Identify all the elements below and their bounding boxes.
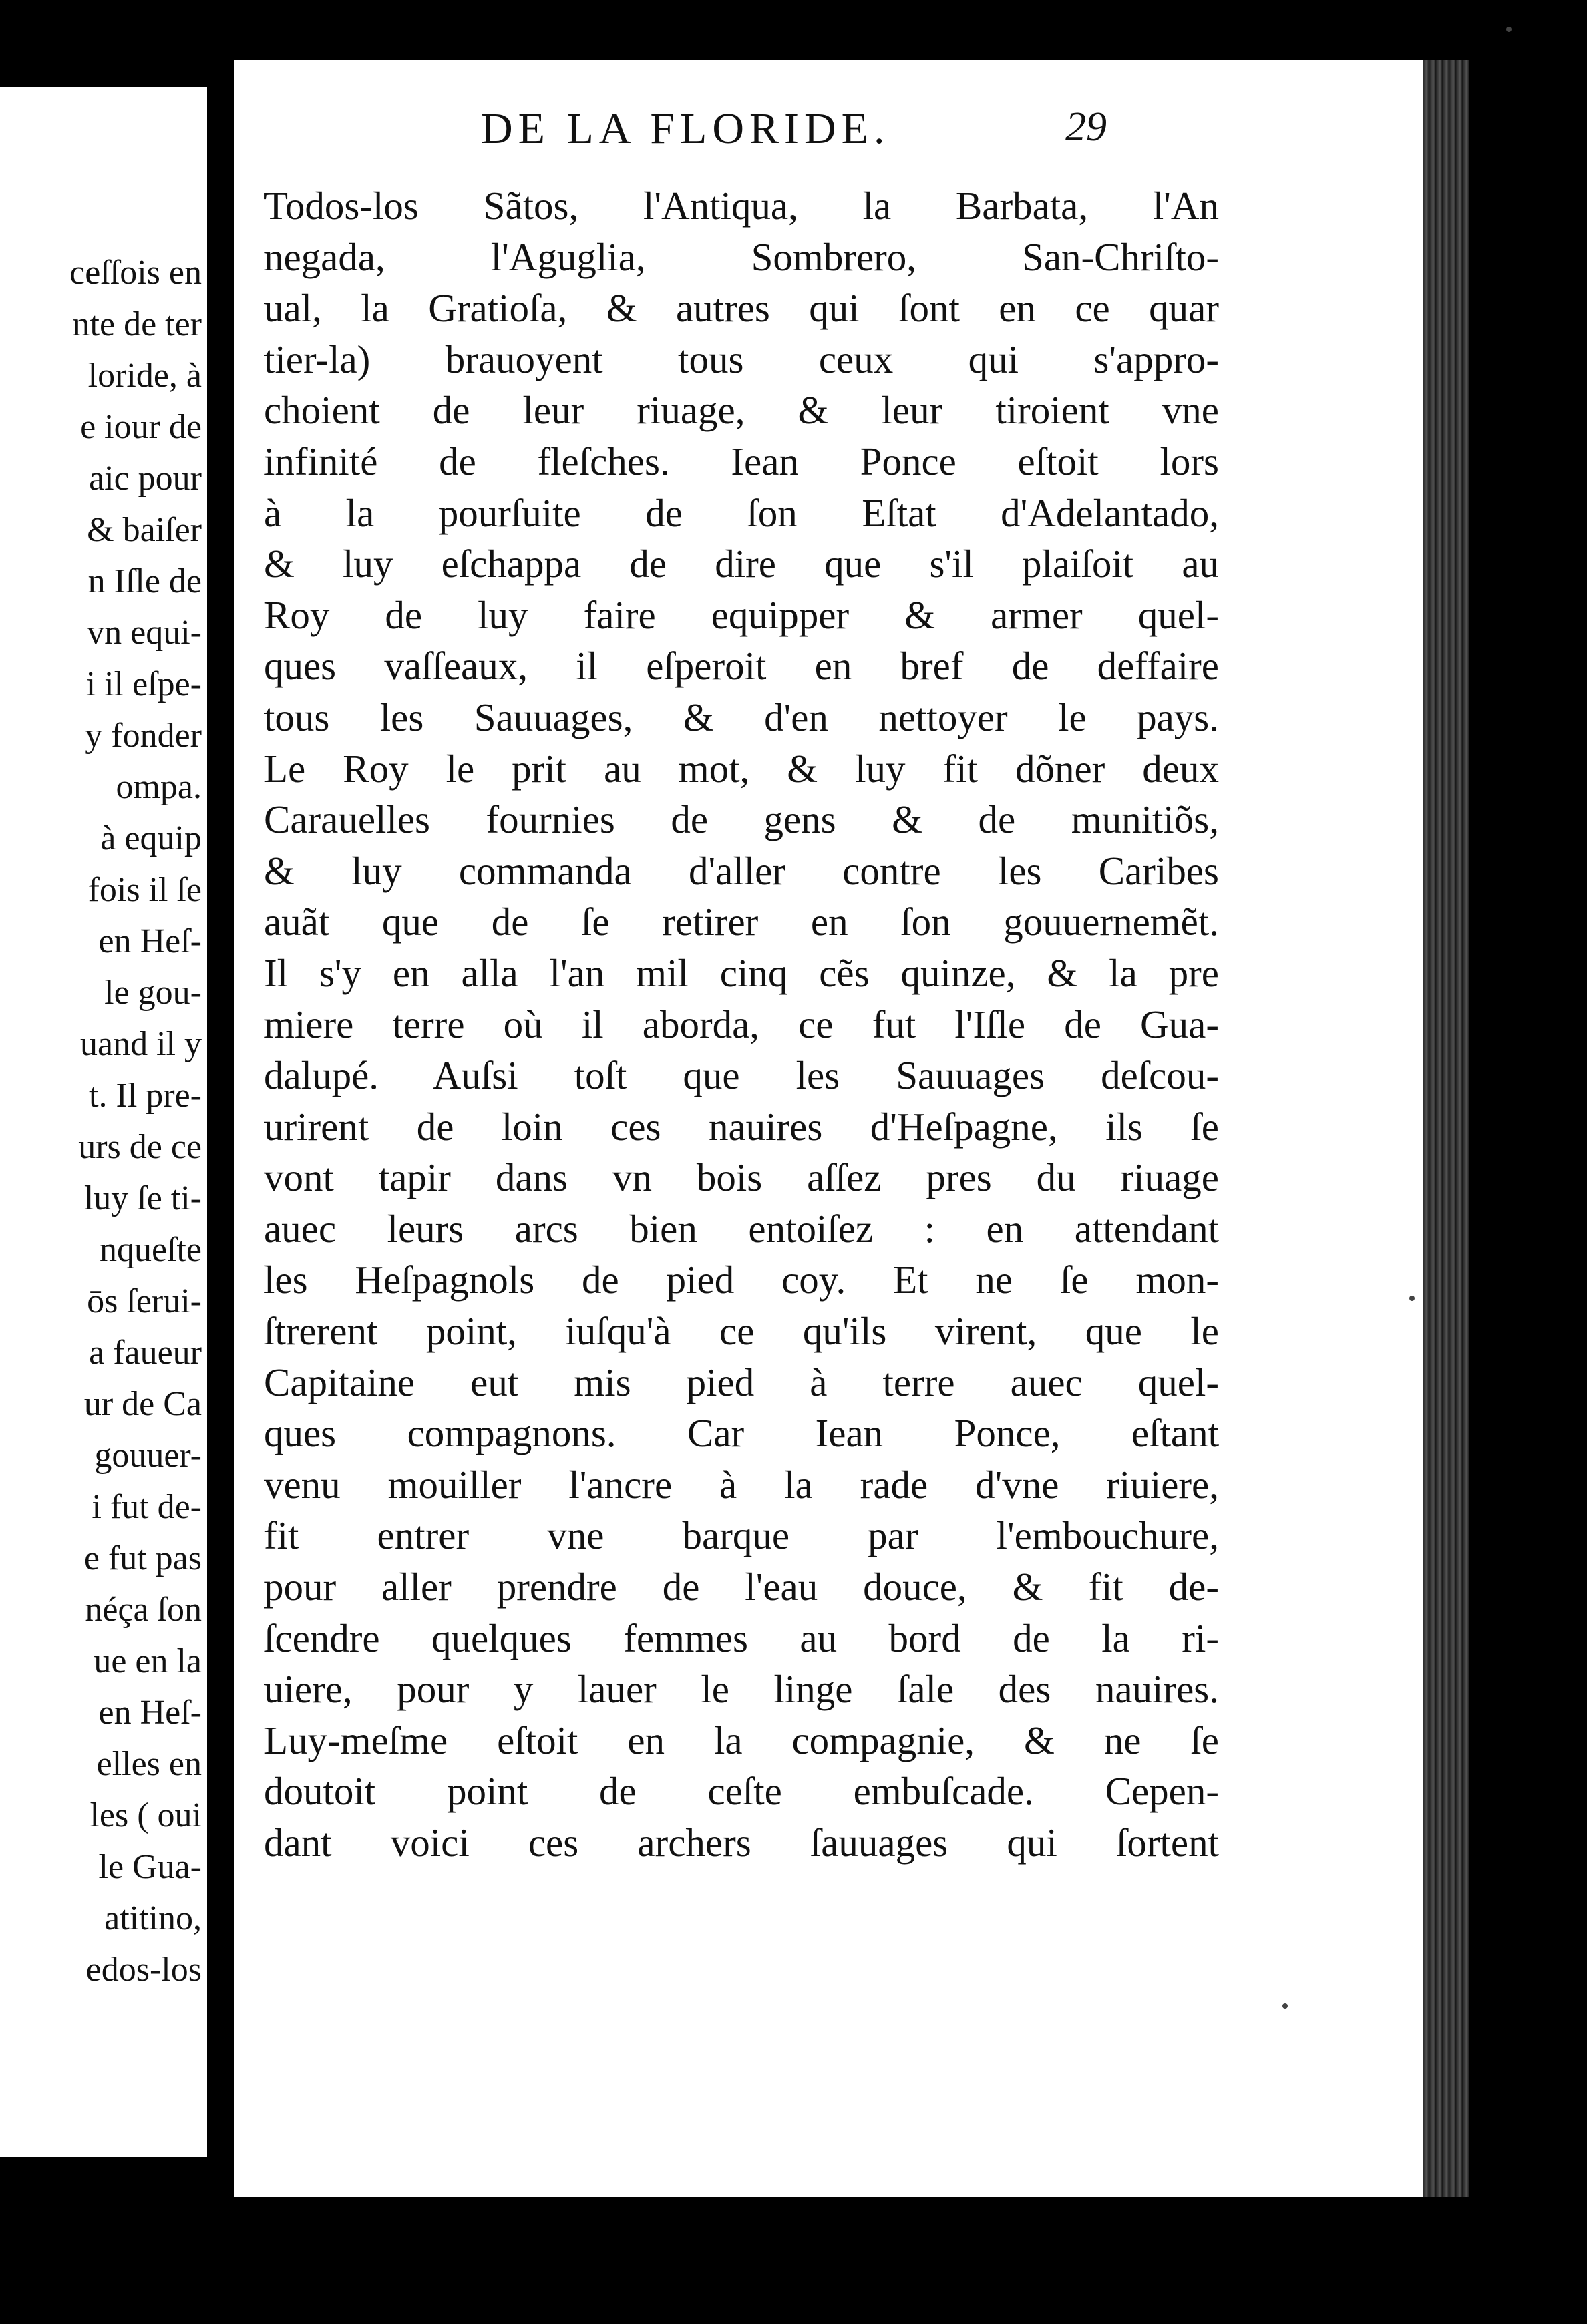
left-page-line: y fonder xyxy=(85,717,202,755)
text-line: Roy de luy faire equipper & armer quel- xyxy=(264,592,1219,637)
text-line: tous les Sauuages, & d'en nettoyer le pays. xyxy=(264,695,1219,739)
left-page-line: en Heſ- xyxy=(98,922,202,960)
left-page-line: atitino, xyxy=(104,1899,202,1937)
scan-speck xyxy=(1409,1296,1415,1301)
left-page-line: t. Il pre- xyxy=(89,1077,202,1115)
running-head-title: DE LA FLORIDE. xyxy=(481,104,890,153)
left-page-line: en Heſ- xyxy=(98,1694,202,1732)
text-line: infinité de fleſches. Iean Ponce eſtoit lors xyxy=(264,439,1219,483)
left-page-line: ur de Ca xyxy=(83,1385,202,1423)
text-line: auãt que de ſe retirer en ſon gouuernemẽt. xyxy=(264,900,1219,944)
scan-speck xyxy=(1506,27,1512,32)
running-head xyxy=(227,104,1162,170)
text-line: & luy eſchappa de dire que s'il plaiſoit au xyxy=(264,542,1219,586)
page-number: 29 xyxy=(1065,104,1107,150)
book-gutter xyxy=(207,80,234,2217)
text-line: dalupé. Auſsi toſt que les Sauuages deſcou- xyxy=(264,1053,1219,1098)
text-line: ques compagnons. Car Iean Ponce, eſtant xyxy=(264,1411,1219,1456)
left-page-line: e iour de xyxy=(80,408,202,446)
text-line: Il s'y en alla l'an mil cinq cẽs quinze, & la pre xyxy=(264,950,1219,995)
text-line: urirent de loin ces nauires d'Heſpagne, ils ſe xyxy=(264,1104,1219,1149)
left-page-line: elles en xyxy=(96,1745,202,1783)
text-line: les Heſpagnols de pied coy. Et ne ſe mon- xyxy=(264,1257,1219,1302)
scan-speck xyxy=(1282,2003,1288,2009)
text-line: vont tapir dans vn bois aſſez pres du riuage xyxy=(264,1155,1219,1200)
text-line: pour aller prendre de l'eau douce, & fit de- xyxy=(264,1565,1219,1609)
left-page-line: aic pour xyxy=(89,459,202,498)
text-line: miere terre où il aborda, ce fut l'Iſle de Gua- xyxy=(264,1002,1219,1046)
text-line: à la pourſuite de ſon Eſtat d'Adelantado, xyxy=(264,490,1219,535)
left-page-line: a faueur xyxy=(89,1334,202,1372)
left-page-line: e fut pas xyxy=(83,1539,202,1577)
text-line: ſcendre quelques femmes au bord de la ri- xyxy=(264,1615,1219,1660)
left-page-line: ceſſois en xyxy=(69,254,202,292)
left-page-text xyxy=(0,247,202,1995)
left-page-line: loride, à xyxy=(87,357,202,395)
left-page-line: fois il ſe xyxy=(87,871,202,909)
text-line: fit entrer vne barque par l'embouchure, xyxy=(264,1513,1219,1558)
left-page-line: le Gua- xyxy=(98,1848,202,1886)
text-line: Carauelles fournies de gens & de munitiõs, xyxy=(264,797,1219,842)
text-line: ques vaſſeaux, il eſperoit en bref de deffaire xyxy=(264,644,1219,689)
text-line: & luy commanda d'aller contre les Caribes xyxy=(264,848,1219,893)
left-page-line: i il eſpe- xyxy=(85,665,202,703)
left-page-line: n Iſle de xyxy=(87,562,202,600)
left-page-line: urs de ce xyxy=(78,1128,202,1166)
text-line: ual, la Gratioſa, & autres qui ſont en ce quar xyxy=(264,286,1219,331)
left-page-line: edos-los xyxy=(85,1951,202,1989)
text-line: choient de leur riuage, & leur tiroient vne xyxy=(264,388,1219,433)
text-line: uiere, pour y lauer le linge ſale des nauires. xyxy=(264,1667,1219,1712)
left-page-line: ōs ſerui- xyxy=(87,1282,202,1320)
left-page-line: ue en la xyxy=(94,1642,202,1680)
left-page-line: les ( oui xyxy=(90,1796,202,1834)
text-line: Todos-los Sãtos, l'Antiqua, la Barbata, l'An xyxy=(264,184,1219,228)
left-page-line: à equip xyxy=(100,819,202,857)
text-line: Le Roy le prit au mot, & luy fit dõner deux xyxy=(264,746,1219,791)
text-line: Capitaine eut mis pied à terre auec quel- xyxy=(264,1360,1219,1404)
left-page-line: le gou- xyxy=(104,974,202,1012)
left-page-line: nte de ter xyxy=(72,305,202,343)
text-line: auec leurs arcs bien entoiſez : en attendant xyxy=(264,1206,1219,1251)
text-line: Luy-meſme eſtoit en la compagnie, & ne ſe xyxy=(264,1718,1219,1762)
text-line: doutoit point de ceſte embuſcade. Cepen- xyxy=(264,1769,1219,1814)
body-text xyxy=(264,180,1219,1869)
left-page-line: vn equi- xyxy=(87,614,202,652)
text-line: ſtrerent point, iuſqu'à ce qu'ils virent, que le xyxy=(264,1309,1219,1354)
left-page-line: gouuer- xyxy=(94,1436,202,1475)
text-line: venu mouiller l'ancre à la rade d'vne riuiere, xyxy=(264,1462,1219,1507)
left-page-line: néça ſon xyxy=(85,1591,202,1629)
left-page-line: i fut de- xyxy=(92,1488,202,1526)
text-line: negada, l'Aguglia, Sombrero, San-Chriſto- xyxy=(264,234,1219,279)
left-page-line: & baiſer xyxy=(87,511,202,549)
text-line: tier-la) brauoyent tous ceux qui s'appro- xyxy=(264,337,1219,381)
text-line: dant voici ces archers ſauuages qui ſortent xyxy=(264,1820,1219,1865)
left-page-line: luy ſe ti- xyxy=(83,1179,202,1217)
page-edges xyxy=(1423,60,1469,2197)
left-page-line: nqueſte xyxy=(99,1231,202,1269)
left-page-line: ompa. xyxy=(116,768,202,806)
left-page-fragment xyxy=(0,87,207,2157)
left-page-line: uand il y xyxy=(80,1025,202,1063)
